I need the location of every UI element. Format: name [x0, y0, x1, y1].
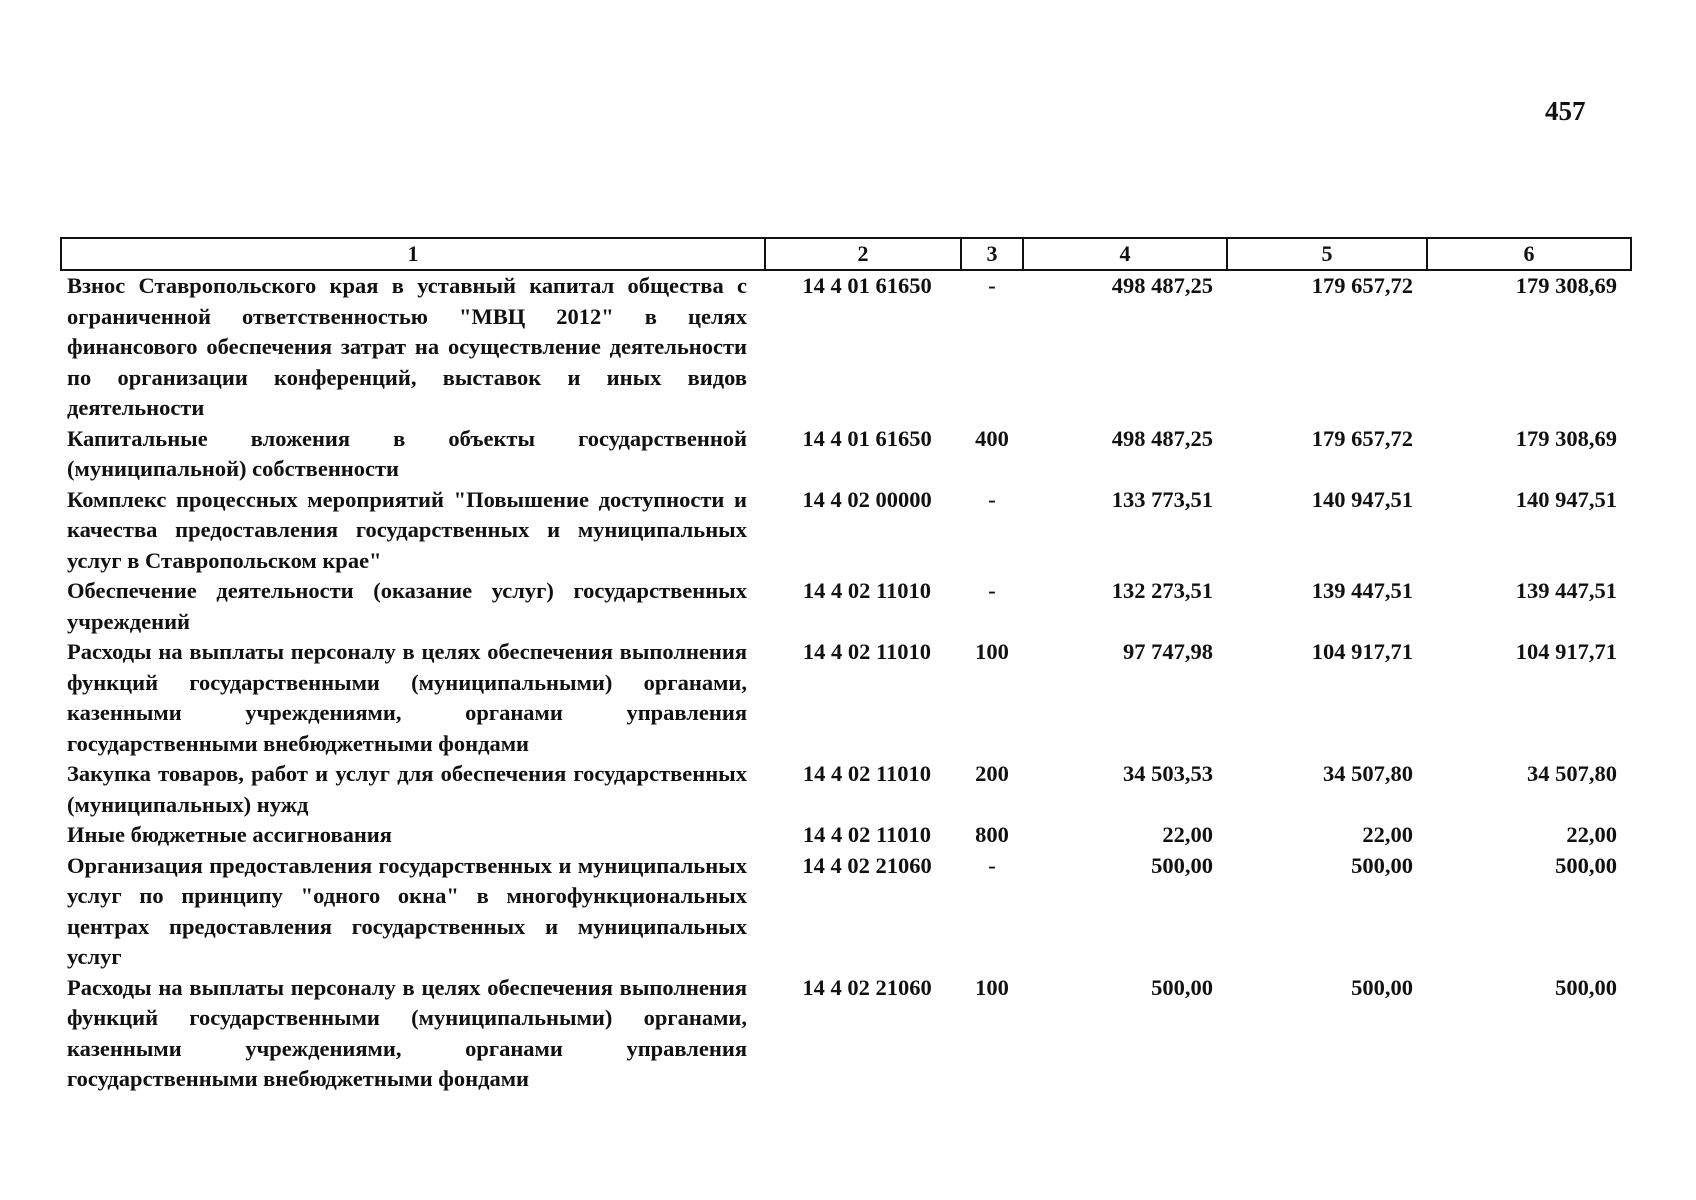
table-row: [61, 485, 1631, 577]
row-amount-col5: 179 657,72: [1311, 273, 1413, 298]
row-amount-col5: 104 917,71: [1311, 639, 1413, 664]
row-amount-col6: 179 308,69: [1515, 273, 1617, 298]
row-amount-col4: 133 773,51: [1111, 486, 1213, 512]
row-amount-col6: 500,00: [1555, 852, 1617, 878]
header-cell-6: 6: [1427, 238, 1631, 270]
row-expense-type: -: [988, 852, 996, 878]
row-expense-type: 100: [975, 974, 1009, 1000]
table-row: [61, 270, 1631, 424]
row-expense-type: -: [988, 578, 996, 603]
row-code: 14 4 01 61650: [802, 425, 932, 451]
row-amount-col6: 139 447,51: [1515, 578, 1617, 603]
row-name: Взнос Ставропольского края в уставный капитал общества с ограниченной ответственностью "МВЦ 2012" в целях финансового обеспечения затрат на осуществление деятельности по организации конференций, выставок и иных видов деятельности: [67, 273, 747, 420]
row-code: 14 4 02 00000: [802, 486, 932, 512]
row-amount-col6: 179 308,69: [1515, 425, 1617, 451]
header-cell-1: 1: [61, 238, 765, 270]
row-expense-type: 400: [975, 425, 1009, 451]
row-amount-col4: 34 503,53: [1123, 761, 1213, 786]
header-cell-2: 2: [765, 238, 961, 270]
table-row: [61, 851, 1631, 973]
row-code: 14 4 02 21060: [802, 974, 932, 1000]
table-header: [61, 238, 1631, 270]
row-name: Иные бюджетные ассигнования: [67, 822, 392, 847]
row-name: Организация предоставления государственных и муниципальных услуг по принципу "одного окна" в многофункциональных центрах предоставления государственных и муниципальных услуг: [67, 852, 747, 969]
page-number: 457: [1545, 96, 1586, 126]
row-code: 14 4 01 61650: [802, 273, 932, 298]
row-amount-col6: 34 507,80: [1527, 761, 1617, 786]
row-amount-col4: 97 747,98: [1123, 639, 1213, 664]
row-expense-type: 800: [975, 822, 1009, 847]
table-row: [61, 759, 1631, 820]
row-amount-col4: 498 487,25: [1111, 425, 1213, 451]
row-code: 14 4 02 11010: [802, 578, 932, 603]
header-cell-4: 4: [1023, 238, 1227, 270]
table-row: [61, 424, 1631, 485]
row-amount-col4: 498 487,25: [1111, 273, 1213, 298]
row-amount-col5: 179 657,72: [1311, 425, 1413, 451]
row-expense-type: -: [988, 273, 996, 298]
row-amount-col5: 500,00: [1351, 852, 1413, 878]
row-amount-col6: 104 917,71: [1515, 639, 1617, 664]
row-name: Расходы на выплаты персоналу в целях обеспечения выполнения функций государственными (муниципальными) органами, казенными учреждениями, органами управления государственными внебюджетными фондами: [67, 974, 747, 1091]
row-expense-type: 100: [975, 639, 1009, 664]
row-amount-col6: 22,00: [1566, 822, 1617, 847]
row-amount-col4: 132 273,51: [1111, 578, 1213, 603]
row-amount-col5: 34 507,80: [1323, 761, 1413, 786]
row-name: Обеспечение деятельности (оказание услуг) государственных учреждений: [67, 578, 747, 634]
row-amount-col5: 139 447,51: [1311, 578, 1413, 603]
table-row: [61, 820, 1631, 851]
row-code: 14 4 02 11010: [802, 639, 932, 664]
row-name: Расходы на выплаты персоналу в целях обеспечения выполнения функций государственными (муниципальными) органами, казенными учреждениями, органами управления государственными внебюджетными фондами: [67, 639, 747, 756]
row-amount-col6: 500,00: [1555, 974, 1617, 1000]
table-row: [61, 576, 1631, 637]
row-name: Комплекс процессных мероприятий "Повышение доступности и качества предоставления государственных и муниципальных услуг в Ставропольском крае": [67, 486, 747, 573]
header-row: [61, 238, 1631, 270]
row-amount-col6: 140 947,51: [1515, 486, 1617, 512]
table-body: [61, 270, 1631, 1095]
row-amount-col4: 500,00: [1151, 852, 1213, 878]
row-amount-col5: 500,00: [1351, 974, 1413, 1000]
table-row: [61, 973, 1631, 1095]
row-expense-type: 200: [975, 761, 1009, 786]
header-cell-3: 3: [961, 238, 1023, 270]
row-name: Закупка товаров, работ и услуг для обеспечения государственных (муниципальных) нужд: [67, 761, 747, 817]
row-expense-type: -: [988, 486, 996, 512]
table-row: [61, 637, 1631, 759]
row-code: 14 4 02 11010: [802, 822, 932, 847]
row-amount-col4: 22,00: [1162, 822, 1213, 847]
budget-table: [60, 237, 1632, 1095]
row-amount-col5: 140 947,51: [1311, 486, 1413, 512]
row-amount-col4: 500,00: [1151, 974, 1213, 1000]
row-name: Капитальные вложения в объекты государственной (муниципальной) собственности: [67, 425, 747, 481]
row-code: 14 4 02 21060: [802, 852, 932, 878]
row-amount-col5: 22,00: [1362, 822, 1413, 847]
header-cell-5: 5: [1227, 238, 1427, 270]
row-code: 14 4 02 11010: [802, 761, 932, 786]
